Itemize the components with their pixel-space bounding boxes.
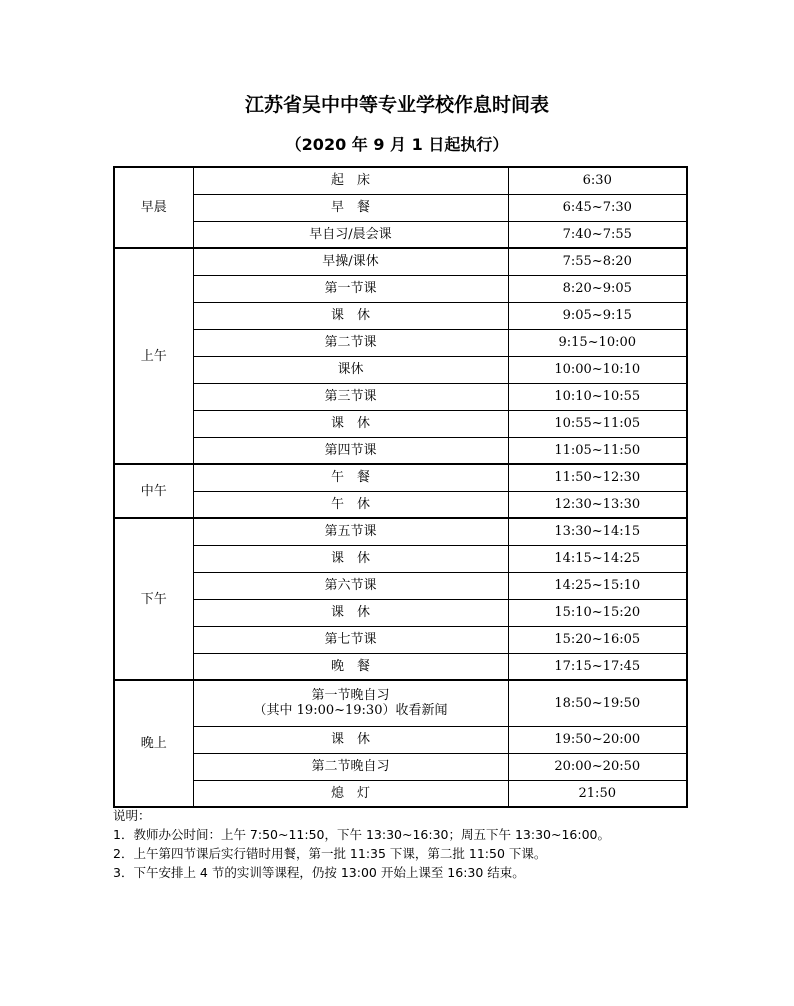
page-title: 江苏省吴中中等专业学校作息时间表 xyxy=(244,94,549,116)
table-row xyxy=(114,356,687,383)
activity-cell: 课 休 xyxy=(193,599,508,626)
time-cell: 11:50~12:30 xyxy=(508,464,687,491)
time-cell: 14:15~14:25 xyxy=(508,545,687,572)
note-item: 1．教师办公时间：上午 7:50~11:50，下午 13:30~16:30；周五下午 13:30~16:00。 xyxy=(113,827,610,842)
time-cell: 6:45~7:30 xyxy=(508,194,687,221)
note-item: 2．上午第四节课后实行错时用餐，第一批 11:35 下课，第二批 11:50 下课。 xyxy=(113,846,547,861)
table-row xyxy=(114,680,687,726)
activity-cell: 课 休 xyxy=(193,410,508,437)
table-row xyxy=(114,599,687,626)
time-cell: 8:20~9:05 xyxy=(508,275,687,302)
table-row xyxy=(114,437,687,464)
activity-cell: 第二节课 xyxy=(193,329,508,356)
activity-cell: 第三节课 xyxy=(193,383,508,410)
table-row xyxy=(114,753,687,780)
table-row xyxy=(114,275,687,302)
table-row xyxy=(114,626,687,653)
activity-cell: 第七节课 xyxy=(193,626,508,653)
activity-cell: 第六节课 xyxy=(193,572,508,599)
time-cell: 9:15~10:00 xyxy=(508,329,687,356)
table-row xyxy=(114,518,687,545)
time-cell: 7:40~7:55 xyxy=(508,221,687,248)
notes-section xyxy=(113,806,713,882)
activity-cell: 起 床 xyxy=(193,167,508,194)
table-row xyxy=(114,491,687,518)
time-cell: 6:30 xyxy=(508,167,687,194)
table-row xyxy=(114,545,687,572)
time-cell: 7:55~8:20 xyxy=(508,248,687,275)
activity-cell: 第一节课 xyxy=(193,275,508,302)
note-item: 3．下午安排上 4 节的实训等课程，仍按 13:00 开始上课至 16:30 结束。 xyxy=(113,865,525,880)
activity-cell: 午 餐 xyxy=(193,464,508,491)
time-cell: 10:00~10:10 xyxy=(508,356,687,383)
period-cell: 早晨 xyxy=(114,167,193,248)
time-cell: 13:30~14:15 xyxy=(508,518,687,545)
time-cell: 12:30~13:30 xyxy=(508,491,687,518)
table-row xyxy=(114,383,687,410)
time-cell: 15:10~15:20 xyxy=(508,599,687,626)
table-row xyxy=(114,194,687,221)
activity-cell: 课 休 xyxy=(193,545,508,572)
time-cell: 20:00~20:50 xyxy=(508,753,687,780)
notes-heading: 说明： xyxy=(113,808,151,823)
table-row xyxy=(114,248,687,275)
activity-cell: 早 餐 xyxy=(193,194,508,221)
table-row xyxy=(114,167,687,194)
period-cell: 中午 xyxy=(114,464,193,518)
time-cell: 14:25~15:10 xyxy=(508,572,687,599)
activity-cell: 早自习/晨会课 xyxy=(193,221,508,248)
schedule-table xyxy=(113,166,688,808)
activity-cell: 课 休 xyxy=(193,302,508,329)
activity-cell: 午 休 xyxy=(193,491,508,518)
activity-cell: 课 休 xyxy=(193,726,508,753)
activity-cell: 晚 餐 xyxy=(193,653,508,680)
table-row xyxy=(114,302,687,329)
activity-cell xyxy=(193,680,508,726)
time-cell: 18:50~19:50 xyxy=(508,680,687,726)
activity-subline: （其中 19:00~19:30）收看新闻 xyxy=(253,703,448,719)
activity-cell: 第五节课 xyxy=(193,518,508,545)
table-row xyxy=(114,221,687,248)
time-cell: 17:15~17:45 xyxy=(508,653,687,680)
table-row xyxy=(114,780,687,807)
activity-cell: 课休 xyxy=(193,356,508,383)
period-cell: 上午 xyxy=(114,248,193,464)
table-row xyxy=(114,572,687,599)
time-cell: 10:10~10:55 xyxy=(508,383,687,410)
activity-cell: 第四节课 xyxy=(193,437,508,464)
time-cell: 15:20~16:05 xyxy=(508,626,687,653)
activity-cell: 熄 灯 xyxy=(193,780,508,807)
time-cell: 9:05~9:15 xyxy=(508,302,687,329)
period-cell: 下午 xyxy=(114,518,193,680)
time-cell: 21:50 xyxy=(508,780,687,807)
time-cell: 19:50~20:00 xyxy=(508,726,687,753)
table-row xyxy=(114,329,687,356)
time-cell: 10:55~11:05 xyxy=(508,410,687,437)
period-cell: 晚上 xyxy=(114,680,193,807)
activity-cell: 早操/课休 xyxy=(193,248,508,275)
table-row xyxy=(114,726,687,753)
activity-line: 第一节晚自习 xyxy=(311,688,390,704)
table-row xyxy=(114,464,687,491)
table-row xyxy=(114,410,687,437)
activity-cell: 第二节晚自习 xyxy=(193,753,508,780)
time-cell: 11:05~11:50 xyxy=(508,437,687,464)
table-row xyxy=(114,653,687,680)
page-subtitle: （2020 年 9 月 1 日起执行） xyxy=(285,135,509,154)
